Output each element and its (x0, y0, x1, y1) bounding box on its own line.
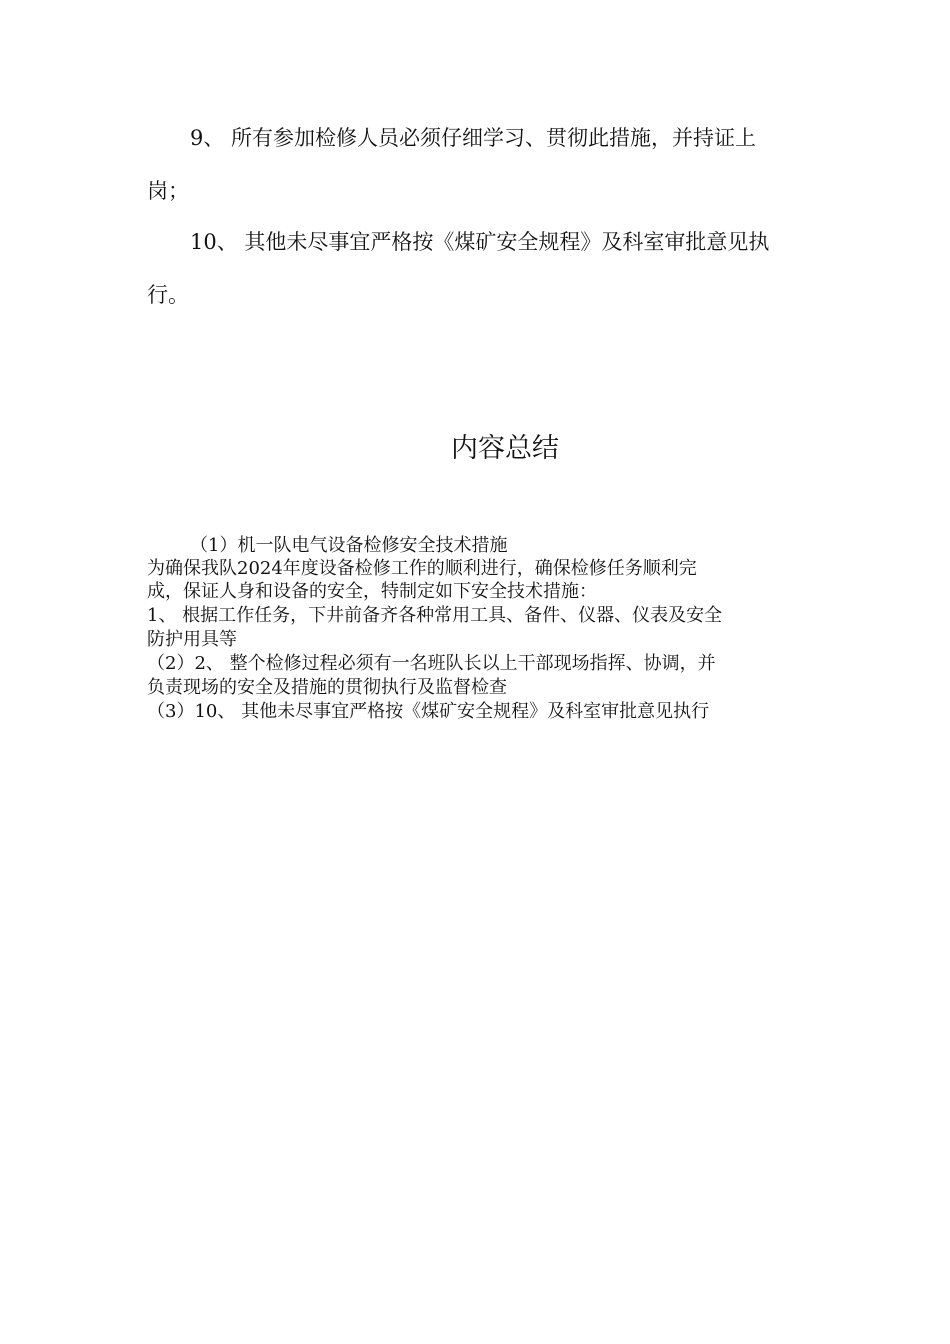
summary-line: 为确保我队2024年度设备检修工作的顺利进行，确保检修任务顺利完 (147, 558, 697, 579)
summary-line: （3）10、 其他未尽事宜严格按《煤矿安全规程》及科室审批意见执行 (147, 701, 710, 722)
summary-title: 内容总结 (451, 433, 559, 464)
item-10-line-1: 10、 其他未尽事宜严格按《煤矿安全规程》及科室审批意见执 (190, 230, 770, 254)
summary-line: 负责现场的安全及措施的贯彻执行及监督检查 (147, 677, 507, 698)
item-10-line-2: 行。 (147, 283, 189, 307)
item-9-line-1: 9、 所有参加检修人员必须仔细学习、贯彻此措施，并持证上 (190, 126, 757, 150)
summary-line: （2）2、 整个检修过程必须有一名班队长以上干部现场指挥、协调，并 (147, 653, 716, 674)
summary-line: 防护用具等 (147, 629, 237, 650)
summary-line: 成，保证人身和设备的安全，特制定如下安全技术措施： (147, 581, 597, 602)
item-9-line-2: 岗； (147, 179, 189, 203)
summary-line: （1）机一队电气设备检修安全技术措施 (190, 535, 508, 556)
summary-line: 1、 根据工作任务，下井前备齐各种常用工具、备件、仪器、仪表及安全 (147, 605, 723, 626)
